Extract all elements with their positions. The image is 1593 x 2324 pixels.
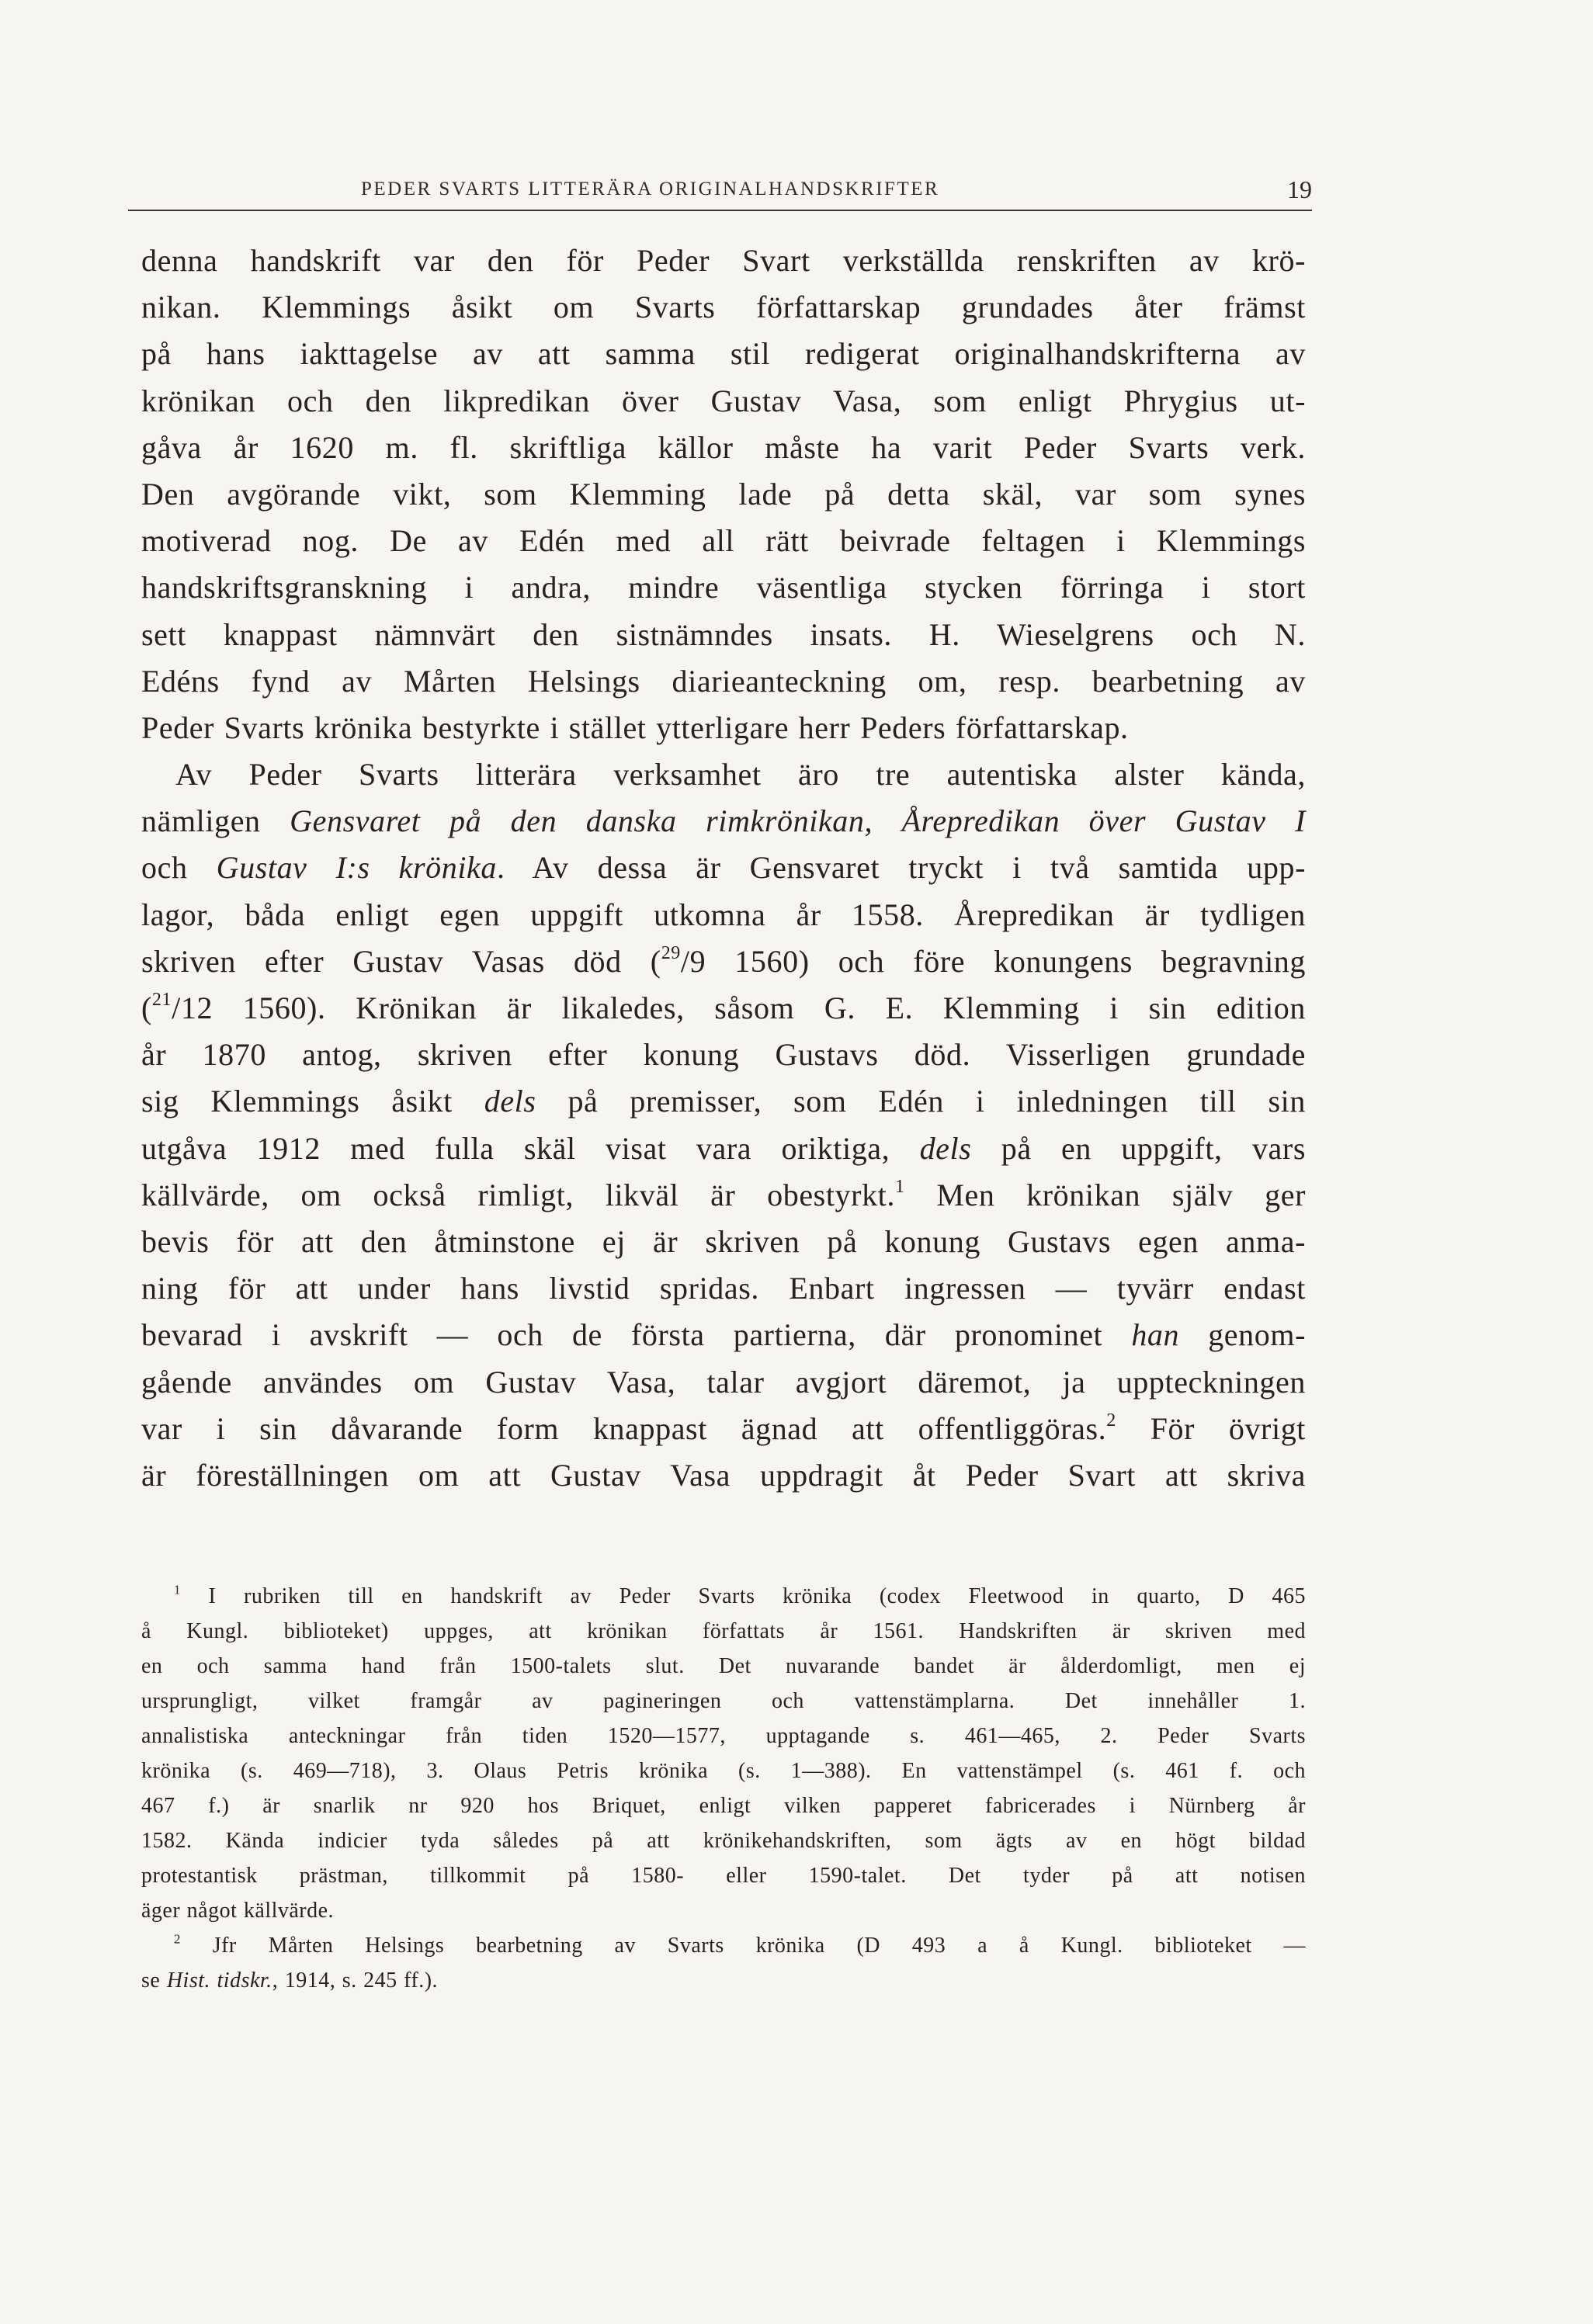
footnote-1-line: å Kungl. biblioteket) uppges, att krönikan författats år 1561. Handskriften är skriven med bbox=[141, 1619, 1306, 1643]
body-line: gåva år 1620 m. fl. skriftliga källor måste ha varit Peder Svarts verk. bbox=[141, 429, 1306, 465]
footnote-1-line: $^1$ I rubriken till en handskrift av Peder Svarts krönika (codex Fleetwood in quarto, D 465 bbox=[174, 1582, 1306, 1608]
body-line: var i sin dåvarande form knappast ägnad att offentliggöras.$^2$ För övrigt bbox=[141, 1410, 1307, 1446]
body-line: på hans iakttagelse av att samma stil redigerat originalhandskrifterna av bbox=[141, 336, 1306, 372]
footnote-1-line: protestantisk prästman, tillkommit på 1580- eller 1590-talet. Det tyder på att notisen bbox=[141, 1864, 1306, 1888]
body-line: denna handskrift var den för Peder Svart verkställda renskriften av krö- bbox=[141, 243, 1306, 278]
body-line: bevis för att den åtminstone ej är skriven på konung Gustavs egen anma- bbox=[141, 1223, 1306, 1259]
footnote-1-line: en och samma hand från 1500-talets slut. Det nuvarande bandet är ålderdomligt, men ej bbox=[141, 1654, 1306, 1678]
running-title: PEDER SVARTS LITTERÄRA ORIGINALHANDSKRIFTER bbox=[361, 179, 940, 199]
body-line: nämligen Gensvaret på den danska rimkrönikan, Årepredikan över Gustav I bbox=[141, 803, 1306, 839]
footnote-2-line: se Hist. tidskr., 1914, s. 245 ff.). bbox=[141, 1968, 439, 1993]
running-head bbox=[128, 175, 1312, 211]
body-line: sig Klemmings åsikt dels på premisser, som Edén i inledningen till sin bbox=[141, 1084, 1306, 1119]
body-line: ($^{21}$/12 1560). Krönikan är likaledes, såsom G. E. Klemming i sin edition bbox=[141, 990, 1306, 1025]
body-line: handskriftsgranskning i andra, mindre väsentliga stycken förringa i stort bbox=[141, 570, 1306, 605]
body-line: Edéns fynd av Mårten Helsings diarieanteckning om, resp. bearbetning av bbox=[141, 663, 1306, 699]
body-line: utgåva 1912 med fulla skäl visat vara oriktiga, dels på en uppgift, vars bbox=[141, 1130, 1306, 1166]
body-line: är föreställningen om att Gustav Vasa uppdragit åt Peder Svart att skriva bbox=[141, 1457, 1306, 1493]
body-line: skriven efter Gustav Vasas död ($^{29}$/9 1560) och före konungens begravning bbox=[141, 943, 1306, 979]
body-line: motiverad nog. De av Edén med all rätt beivrade feltagen i Klemmings bbox=[141, 523, 1306, 559]
page-number: 19 bbox=[1287, 175, 1312, 203]
body-line: år 1870 antog, skriven efter konung Gustavs död. Visserligen grundade bbox=[141, 1037, 1306, 1073]
body-line: bevarad i avskrift — och de första partierna, där pronominet han genom- bbox=[141, 1317, 1306, 1353]
footnote-1-line: 1582. Kända indicier tyda således på att krönikehandskriften, som ägts av en högt bildad bbox=[141, 1829, 1306, 1853]
body-line: lagor, båda enligt egen uppgift utkomna år 1558. Årepredikan är tydligen bbox=[141, 897, 1306, 932]
body-line: nikan. Klemmings åsikt om Svarts författarskap grundades åter främst bbox=[141, 290, 1306, 325]
footnote-1-line: krönika (s. 469—718), 3. Olaus Petris krönika (s. 1—388). En vattenstämpel (s. 461 f. och bbox=[141, 1759, 1306, 1783]
footnote-1-line: ursprungligt, vilket framgår av pagineringen och vattenstämplarna. Det innehåller 1. bbox=[141, 1689, 1306, 1713]
body-line: källvärde, om också rimligt, likväl är obestyrkt.$^1$ Men krönikan själv ger bbox=[141, 1176, 1306, 1212]
body-line: Av Peder Svarts litterära verksamhet äro tre autentiska alster kända, bbox=[175, 757, 1306, 793]
footnote-1-line: äger något källvärde. bbox=[141, 1899, 335, 1923]
body-line: Peder Svarts krönika bestyrkte i stället ytterligare herr Peders författarskap. bbox=[141, 709, 1129, 745]
body-line: gående användes om Gustav Vasa, talar avgjort däremot, ja uppteckningen bbox=[141, 1364, 1306, 1400]
footnote-2-line: $^2$ Jfr Mårten Helsings bearbetning av Svarts krönika (D 493 a å Kungl. biblioteket — bbox=[174, 1931, 1306, 1958]
body-text bbox=[141, 238, 1306, 1499]
footnotes bbox=[141, 1579, 1306, 1998]
body-line: och Gustav I:s krönika. Av dessa är Gensvaret tryckt i två samtida upp- bbox=[141, 850, 1307, 886]
footnote-1-line: 467 f.) är snarlik nr 920 hos Briquet, enligt vilken papperet fabricerades i Nürnberg år bbox=[141, 1794, 1306, 1818]
body-line: krönikan och den likpredikan över Gustav Vasa, som enligt Phrygius ut- bbox=[141, 383, 1306, 418]
footnote-1-line: annalistiska anteckningar från tiden 1520—1577, upptagande s. 461—465, 2. Peder Svarts bbox=[141, 1724, 1306, 1748]
body-line: ning för att under hans livstid spridas. Enbart ingressen — tyvärr endast bbox=[141, 1271, 1306, 1306]
body-line: sett knappast nämnvärt den sistnämndes insats. H. Wieselgrens och N. bbox=[141, 616, 1306, 652]
body-line: Den avgörande vikt, som Klemming lade på detta skäl, var som synes bbox=[141, 476, 1306, 512]
